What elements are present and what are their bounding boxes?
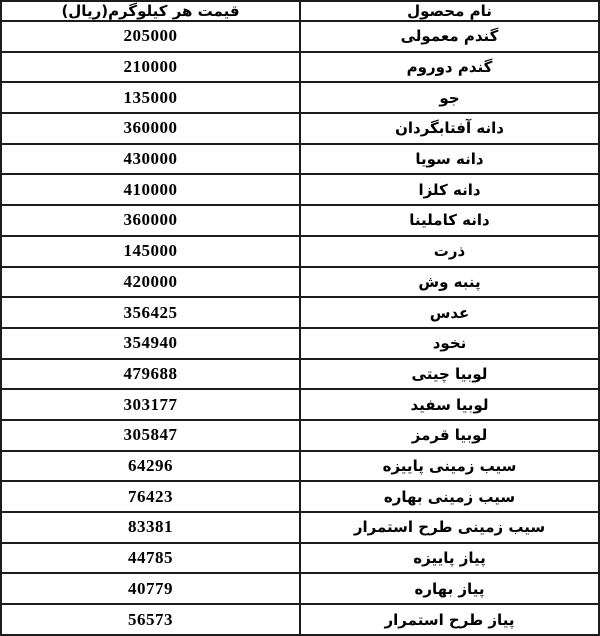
product-name-cell: ذرت bbox=[300, 236, 599, 267]
product-name-cell: لوبیا سفید bbox=[300, 389, 599, 420]
price-cell: 40779 bbox=[1, 573, 300, 604]
table-row bbox=[1, 21, 599, 52]
table-row bbox=[1, 52, 599, 83]
table-body bbox=[1, 21, 599, 635]
price-cell: 360000 bbox=[1, 113, 300, 144]
table-row bbox=[1, 205, 599, 236]
table-row bbox=[1, 481, 599, 512]
table-row bbox=[1, 543, 599, 574]
price-cell: 64296 bbox=[1, 451, 300, 482]
price-cell: 420000 bbox=[1, 267, 300, 298]
price-column-header: قیمت هر کیلوگرم(ریال) bbox=[1, 1, 300, 21]
price-cell: 430000 bbox=[1, 144, 300, 175]
product-name-cell: نخود bbox=[300, 328, 599, 359]
product-name-cell: دانه کلزا bbox=[300, 174, 599, 205]
product-name-cell: دانه آفتابگردان bbox=[300, 113, 599, 144]
table-row bbox=[1, 82, 599, 113]
table-row bbox=[1, 267, 599, 298]
product-name-cell: سیب زمینی بهاره bbox=[300, 481, 599, 512]
price-cell: 145000 bbox=[1, 236, 300, 267]
price-cell: 210000 bbox=[1, 52, 300, 83]
product-name-cell: پیاز بهاره bbox=[300, 573, 599, 604]
table-row bbox=[1, 420, 599, 451]
product-name-cell: لوبیا قرمز bbox=[300, 420, 599, 451]
price-cell: 83381 bbox=[1, 512, 300, 543]
table-row bbox=[1, 573, 599, 604]
product-name-cell: سیب زمینی پاییزه bbox=[300, 451, 599, 482]
price-cell: 303177 bbox=[1, 389, 300, 420]
product-name-cell: عدس bbox=[300, 297, 599, 328]
table-row bbox=[1, 604, 599, 635]
product-name-cell: دانه سویا bbox=[300, 144, 599, 175]
table-header-row bbox=[1, 1, 599, 21]
product-name-cell: گندم دوروم bbox=[300, 52, 599, 83]
price-cell: 410000 bbox=[1, 174, 300, 205]
price-cell: 479688 bbox=[1, 359, 300, 390]
price-cell: 76423 bbox=[1, 481, 300, 512]
table-row bbox=[1, 144, 599, 175]
table-row bbox=[1, 297, 599, 328]
table-row bbox=[1, 389, 599, 420]
price-cell: 205000 bbox=[1, 21, 300, 52]
price-cell: 305847 bbox=[1, 420, 300, 451]
table-row bbox=[1, 451, 599, 482]
product-name-cell: دانه کاملینا bbox=[300, 205, 599, 236]
price-cell: 360000 bbox=[1, 205, 300, 236]
price-cell: 354940 bbox=[1, 328, 300, 359]
product-name-column-header: نام محصول bbox=[300, 1, 599, 21]
price-cell: 56573 bbox=[1, 604, 300, 635]
table-row bbox=[1, 359, 599, 390]
product-name-cell: پنبه وش bbox=[300, 267, 599, 298]
table-row bbox=[1, 328, 599, 359]
table-row bbox=[1, 174, 599, 205]
product-name-cell: جو bbox=[300, 82, 599, 113]
product-name-cell: پیاز پاییزه bbox=[300, 543, 599, 574]
product-name-cell: سیب زمینی طرح استمرار bbox=[300, 512, 599, 543]
table-row bbox=[1, 236, 599, 267]
product-name-cell: گندم معمولی bbox=[300, 21, 599, 52]
price-cell: 44785 bbox=[1, 543, 300, 574]
price-cell: 356425 bbox=[1, 297, 300, 328]
product-name-cell: پیاز طرح استمرار bbox=[300, 604, 599, 635]
table-row bbox=[1, 113, 599, 144]
product-name-cell: لوبیا چیتی bbox=[300, 359, 599, 390]
table-row bbox=[1, 512, 599, 543]
price-cell: 135000 bbox=[1, 82, 300, 113]
